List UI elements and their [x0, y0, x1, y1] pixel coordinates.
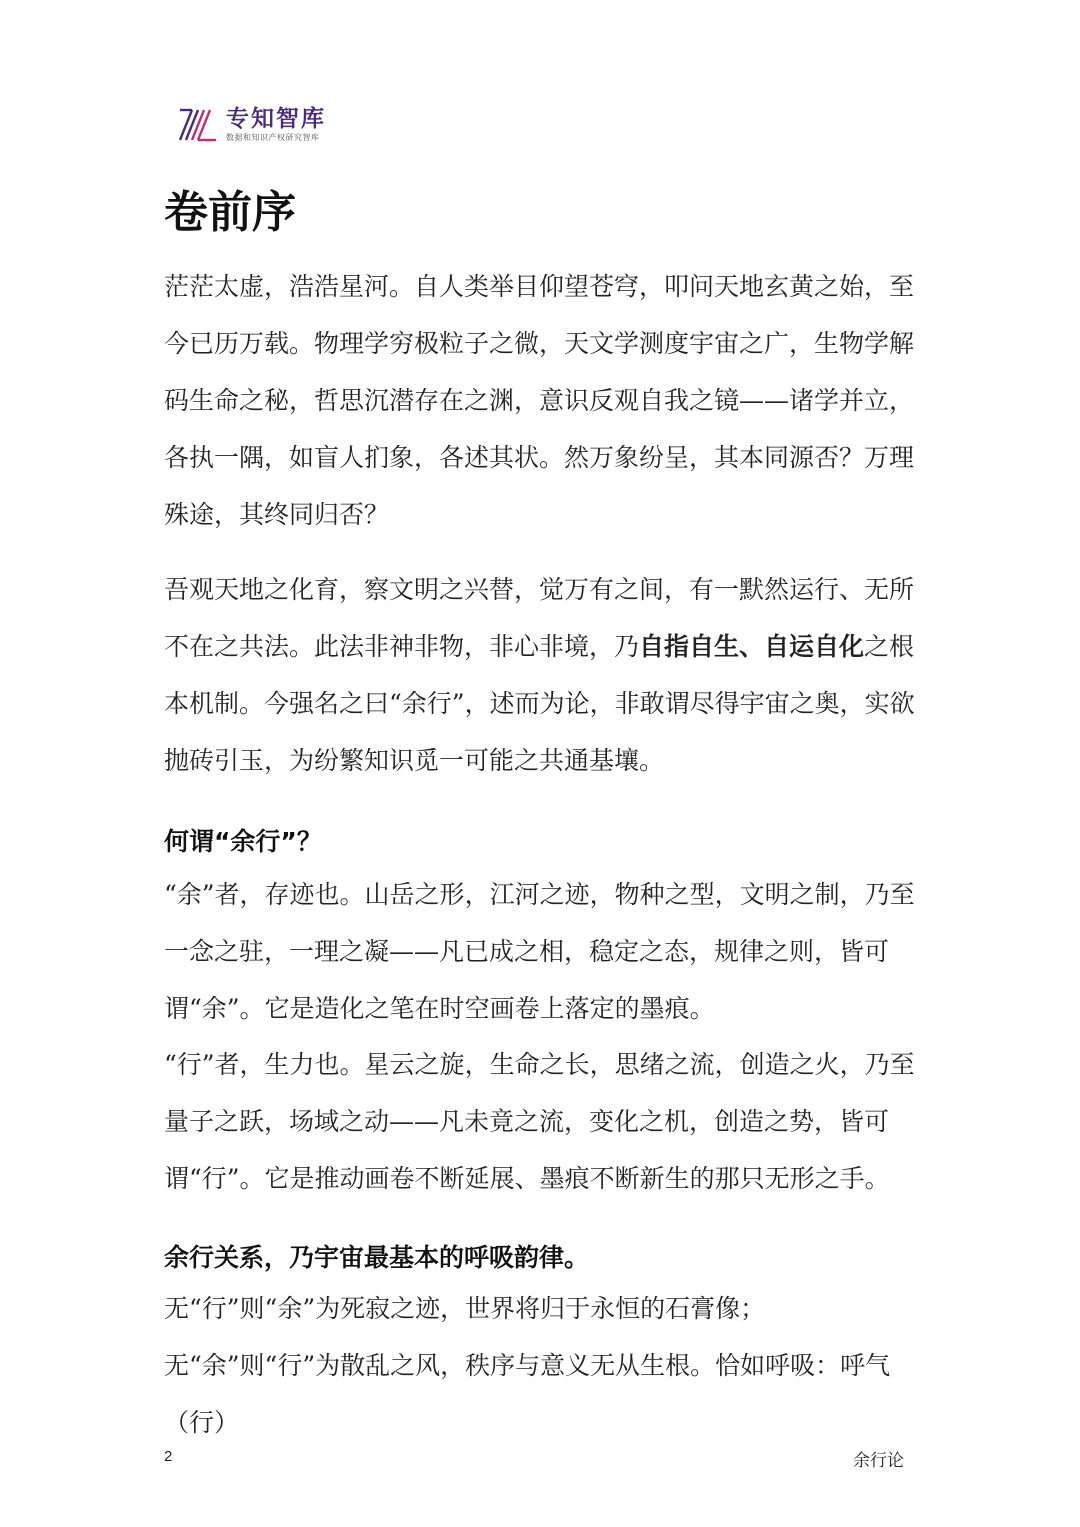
paragraph-principle [164, 561, 916, 789]
logo-mark-icon [178, 107, 220, 143]
logo-name: 专知智库 [226, 106, 326, 132]
paragraph-yu: “余”者，存迹也。山岳之形，江河之迹，物种之型，文明之制，乃至一念之驻，一理之凝——凡已成之相，稳定之态，规律之则，皆可谓“余”。它是造化之笔在时空画卷上落定的墨痕。 [164, 880, 915, 1023]
paragraph-breath: 无“行”则“余”为死寂之迹，世界将归于永恒的石膏像；无“余”则“行”为散乱之风，秩序与意义无从生根。恰如呼吸：呼气（行） [164, 1294, 891, 1437]
paragraph-principle-emphasis: 自指自生、自运自化 [639, 632, 865, 661]
paragraph-intro: 茫茫太虚，浩浩星河。自人类举目仰望苍穹，叩问天地玄黄之始，至今已历万载。物理学穷极粒子之微，天文学测度宇宙之广，生物学解码生命之秘，哲思沉潜存在之渊，意识反观自我之镜——诸学并立，各执一隅，如盲人扪象，各述其状。然万象纷呈，其本同源否？万理殊途，其终同归否？ [164, 272, 915, 529]
logo-tagline: 数据和知识产权研究智库 [226, 133, 320, 142]
logo [178, 106, 326, 143]
page-number: 2 [164, 1448, 173, 1465]
heading-relation: 余行关系，乃宇宙最基本的呼吸韵律。 [164, 1243, 590, 1272]
paragraph-principle-part-a: 吾观天地之化育，察文明之兴替，觉万有之间，有一默然运行、无所不在之共法。此法非神非物，非心非境，乃 [164, 575, 915, 661]
heading-what-is-yuxing: 何谓“余行”？ [164, 827, 322, 856]
footer-book-title: 余行论 [853, 1451, 904, 1471]
page-title: 卷前序 [164, 187, 296, 238]
paragraph-xing: “行”者，生力也。星云之旋，生命之长，思绪之流，创造之火，乃至量子之跃，场域之动——凡未竟之流，变化之机，创造之势，皆可谓“行”。它是推动画卷不断延展、墨痕不断新生的那只无形之手。 [164, 1050, 915, 1193]
paragraph-principle-part-b: 之根本机制。今强名之曰“余行”，述而为论，非敢谓尽得宇宙之奥，实欲抛砖引玉，为纷繁知识觅一可能之共通基壤。 [164, 632, 915, 775]
